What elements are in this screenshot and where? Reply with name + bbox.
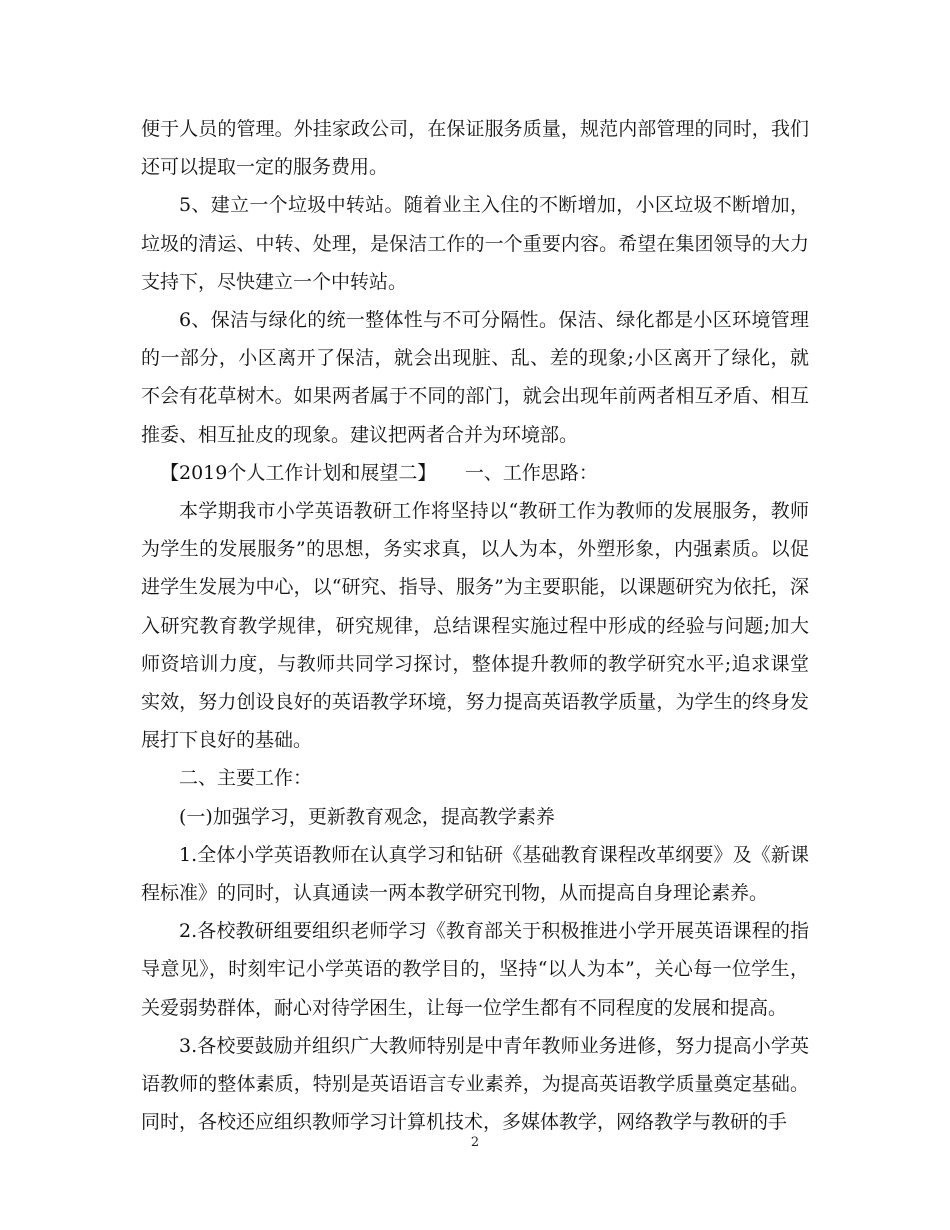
- paragraph-7: 1.全体小学英语教师在认真学习和钻研《基础教育课程改革纲要》及《新课程标准》的同时，认真通读一两本教学研究刊物，从而提高自身理论素养。: [141, 843, 809, 905]
- paragraph-9: 3.各校要鼓励并组织广大教师特别是中青年教师业务进修，努力提高小学英语教师的整体素质，特别是英语语言专业素养，为提高英语教学质量奠定基础。同时，各校还应组织教师学习计算机技术，多媒体教学，网络教学与教研的手: [141, 1034, 809, 1134]
- paragraph-4: 本学期我市小学英语教研工作将坚持以“教研工作为教师的发展服务，教师为学生的发展服务”的思想，务实求真，以人为本，外塑形象，内强素质。以促进学生发展为中心，以“研究、指导、服务”为主要职能，以课题研究为依托，深入研究教育教学规律，研究规律，总结课程实施过程中形成的经验与问题;加大师资培训力度，与教师共同学习探讨，整体提升教师的教学研究水平;追求课堂实效，努力创设良好的英语教学环境，努力提高英语教学质量，为学生的终身发展打下良好的基础。: [141, 500, 809, 752]
- page-number: 2: [470, 1135, 480, 1150]
- paragraph-1: 便于人员的管理。外挂家政公司，在保证服务质量，规范内部管理的同时，我们还可以提取一定的服务费用。: [141, 118, 809, 179]
- paragraph-6: (一)加强学习，更新教育观念，提高教学素养: [179, 805, 555, 828]
- section-heading: 【2019个人工作计划和展望二】 一、工作思路：: [160, 461, 598, 484]
- paragraph-3: 6、保洁与绿化的统一整体性与不可分隔性。保洁、绿化都是小区环境管理的一部分，小区离开了保洁，就会出现脏、乱、差的现象;小区离开了绿化，就不会有花草树木。如果两者属于不同的部门，就会出现年前两者相互矛盾、相互推委、相互扯皮的现象。建议把两者合并为环境部。: [141, 309, 809, 446]
- paragraph-5: 二、主要工作：: [179, 767, 313, 790]
- paragraph-2: 5、建立一个垃圾中转站。随着业主入住的不断增加，小区垃圾不断增加，垃圾的清运、中转、处理，是保洁工作的一个重要内容。希望在集团领导的大力支持下，尽快建立一个中转站。: [141, 194, 809, 293]
- paragraph-8: 2.各校教研组要组织老师学习《教育部关于积极推进小学开展英语课程的指导意见》，时刻牢记小学英语的教学目的，坚持“以人为本”，关心每一位学生，关爱弱势群体，耐心对待学困生，让每一位学生都有不同程度的发展和提高。: [141, 920, 809, 1019]
- document-body: [141, 110, 809, 1141]
